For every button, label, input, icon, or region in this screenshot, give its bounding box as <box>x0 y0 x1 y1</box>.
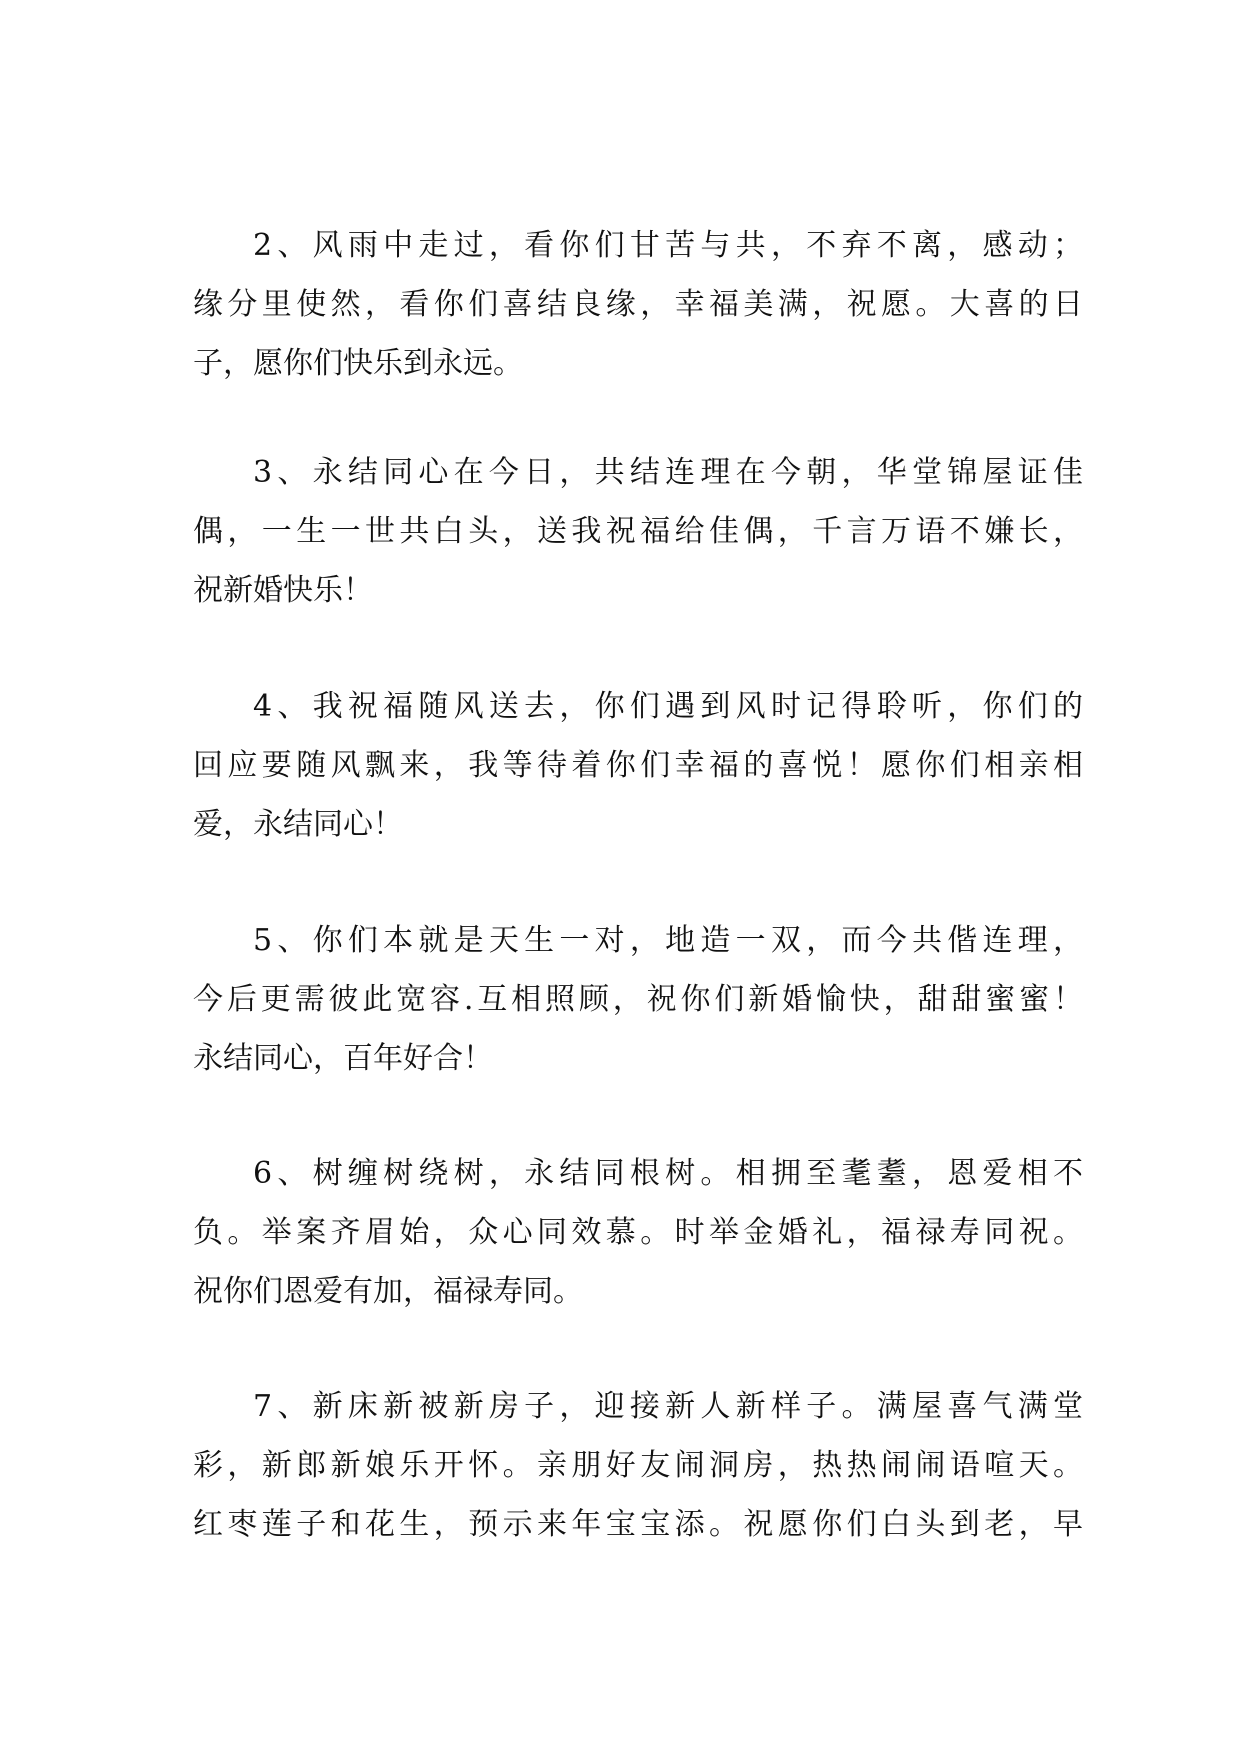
paragraph-line: 今后更需彼此宽容.互相照顾，祝你们新婚愉快，甜甜蜜蜜！ <box>193 982 1083 1017</box>
paragraph-line: 祝新婚快乐！ <box>193 573 373 608</box>
paragraph-line: 爱，永结同心！ <box>193 807 403 842</box>
paragraph-line: 6、树缠树绕树，永结同根树。相拥至耄耋，恩爱相不 <box>253 1156 1083 1191</box>
blessing-paragraph-6 <box>193 1144 1083 1321</box>
blessing-paragraph-2 <box>193 216 1083 393</box>
paragraph-line: 3、永结同心在今日，共结连理在今朝，华堂锦屋证佳 <box>253 455 1083 490</box>
paragraph-line: 偶，一生一世共白头，送我祝福给佳偶，千言万语不嫌长， <box>193 514 1083 549</box>
paragraph-line: 回应要随风飘来，我等待着你们幸福的喜悦！愿你们相亲相 <box>193 748 1083 783</box>
paragraph-line: 5、你们本就是天生一对，地造一双，而今共偕连理， <box>253 923 1083 958</box>
paragraph-line: 7、新床新被新房子，迎接新人新样子。满屋喜气满堂 <box>253 1389 1083 1424</box>
paragraph-line: 红枣莲子和花生，预示来年宝宝添。祝愿你们白头到老，早 <box>193 1507 1083 1542</box>
blessing-paragraph-4 <box>193 677 1083 854</box>
paragraph-line: 4、我祝福随风送去，你们遇到风时记得聆听，你们的 <box>253 689 1083 724</box>
paragraph-line: 负。举案齐眉始，众心同效慕。时举金婚礼，福禄寿同祝。 <box>193 1215 1083 1250</box>
blessing-paragraph-5 <box>193 911 1083 1088</box>
paragraph-line: 缘分里使然，看你们喜结良缘，幸福美满，祝愿。大喜的日 <box>193 287 1083 322</box>
paragraph-line: 祝你们恩爱有加，福禄寿同。 <box>193 1274 583 1309</box>
blessing-paragraph-7 <box>193 1377 1083 1554</box>
paragraph-line: 彩，新郎新娘乐开怀。亲朋好友闹洞房，热热闹闹语喧天。 <box>193 1448 1083 1483</box>
blessing-paragraph-3 <box>193 443 1083 620</box>
paragraph-line: 永结同心，百年好合！ <box>193 1041 493 1076</box>
paragraph-line: 子，愿你们快乐到永远。 <box>193 346 523 381</box>
paragraph-line: 2、风雨中走过，看你们甘苦与共，不弃不离，感动； <box>253 228 1083 263</box>
